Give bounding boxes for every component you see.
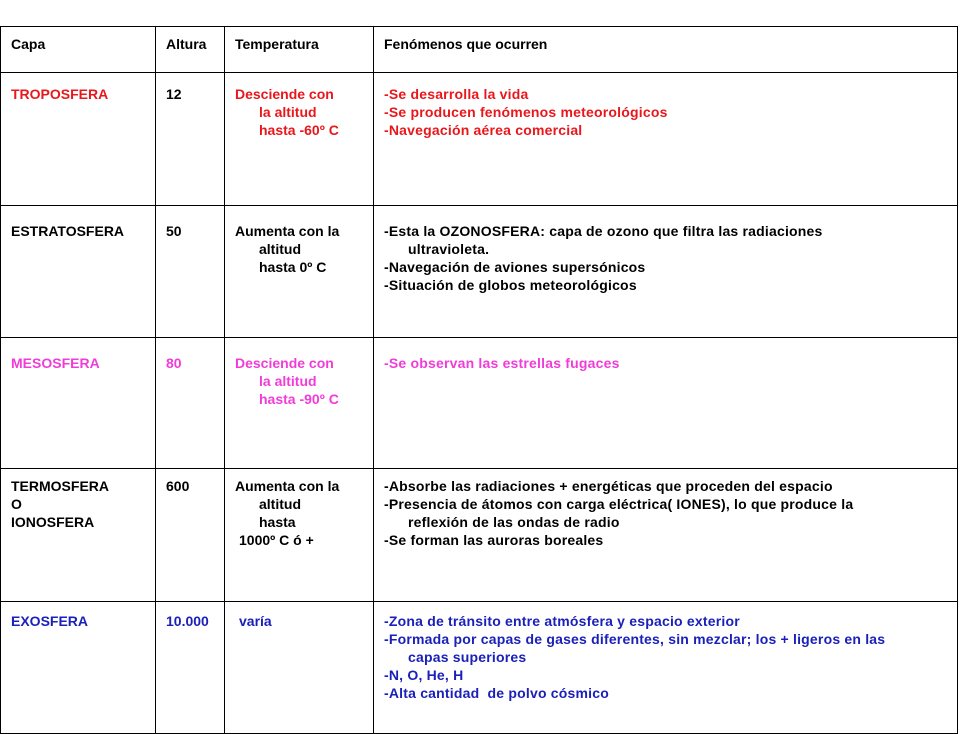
cell-capa [1, 469, 156, 602]
cell-altura: 50 [156, 206, 225, 338]
phenomenon-line: -Situación de globos meteorológicos [384, 277, 637, 293]
layer-name: TERMOSFERA [11, 478, 109, 494]
cell-fenomenos [374, 338, 958, 469]
cell-capa [1, 338, 156, 469]
phenomenon-line: -Navegación aérea comercial [384, 122, 583, 138]
cell-altura: 10.000 [156, 602, 225, 734]
phenomenon-line: ultravioleta. [408, 241, 490, 257]
table-row [1, 338, 958, 469]
temperature-line: hasta [259, 514, 296, 530]
phenomenon-line: -Zona de tránsito entre atmósfera y espacio exterior [384, 613, 740, 629]
cell-capa [1, 206, 156, 338]
phenomenon-line: -N, O, He, H [384, 667, 464, 683]
temperature-line: Aumenta con la [235, 223, 340, 239]
layer-name: IONOSFERA [11, 514, 95, 530]
cell-fenomenos [374, 73, 958, 206]
layer-name: TROPOSFERA [11, 86, 109, 102]
phenomenon-line: -Se observan las estrellas fugaces [384, 355, 620, 371]
cell-temperatura [225, 469, 374, 602]
temperature-line: altitud [259, 241, 301, 257]
header-fenomenos: Fenómenos que ocurren [374, 27, 958, 73]
temperature-line: altitud [259, 496, 301, 512]
header-row [1, 27, 958, 73]
header-capa: Capa [1, 27, 156, 73]
temperature-line: hasta -90º C [259, 391, 339, 407]
phenomenon-line: -Absorbe las radiaciones + energéticas que proceden del espacio [384, 478, 833, 494]
temperature-line: Desciende con [235, 86, 334, 102]
cell-temperatura [225, 206, 374, 338]
layer-name: EXOSFERA [11, 613, 89, 629]
atmosphere-layers-table [0, 26, 958, 734]
cell-fenomenos [374, 206, 958, 338]
phenomenon-line: -Formada por capas de gases diferentes, sin mezclar; los + ligeros en las [384, 631, 886, 647]
layer-name: O [11, 496, 22, 512]
temperature-line: hasta -60º C [259, 122, 339, 138]
cell-altura: 600 [156, 469, 225, 602]
phenomenon-line: -Navegación de aviones supersónicos [384, 259, 646, 275]
cell-capa [1, 602, 156, 734]
header-temperatura: Temperatura [225, 27, 374, 73]
layer-name: ESTRATOSFERA [11, 223, 125, 239]
temperature-line: Aumenta con la [235, 478, 340, 494]
table-row [1, 206, 958, 338]
phenomenon-line: -Esta la OZONOSFERA: capa de ozono que filtra las radiaciones [384, 223, 823, 239]
phenomenon-line: -Se desarrolla la vida [384, 86, 529, 102]
phenomenon-line: -Alta cantidad de polvo cósmico [384, 685, 609, 701]
cell-fenomenos [374, 602, 958, 734]
table-row [1, 469, 958, 602]
cell-capa [1, 73, 156, 206]
temperature-line: hasta 0º C [259, 259, 327, 275]
phenomenon-line: -Se producen fenómenos meteorológicos [384, 104, 668, 120]
phenomenon-line: -Presencia de átomos con carga eléctrica( IONES), lo que produce la [384, 496, 854, 512]
temperature-line: la altitud [259, 104, 317, 120]
temperature-line: Desciende con [235, 355, 334, 371]
phenomenon-line: -Se forman las auroras boreales [384, 532, 604, 548]
cell-temperatura [225, 73, 374, 206]
cell-altura: 12 [156, 73, 225, 206]
phenomenon-line: capas superiores [408, 649, 527, 665]
phenomenon-line: reflexión de las ondas de radio [408, 514, 620, 530]
cell-fenomenos [374, 469, 958, 602]
temperature-line: la altitud [259, 373, 317, 389]
table-row [1, 602, 958, 734]
temperature-line: 1000º C ó + [239, 532, 314, 548]
cell-altura: 80 [156, 338, 225, 469]
header-altura: Altura [156, 27, 225, 73]
table-row [1, 73, 958, 206]
temperature-line: varía [239, 613, 272, 629]
layer-name: MESOSFERA [11, 355, 100, 371]
cell-temperatura [225, 602, 374, 734]
cell-temperatura [225, 338, 374, 469]
